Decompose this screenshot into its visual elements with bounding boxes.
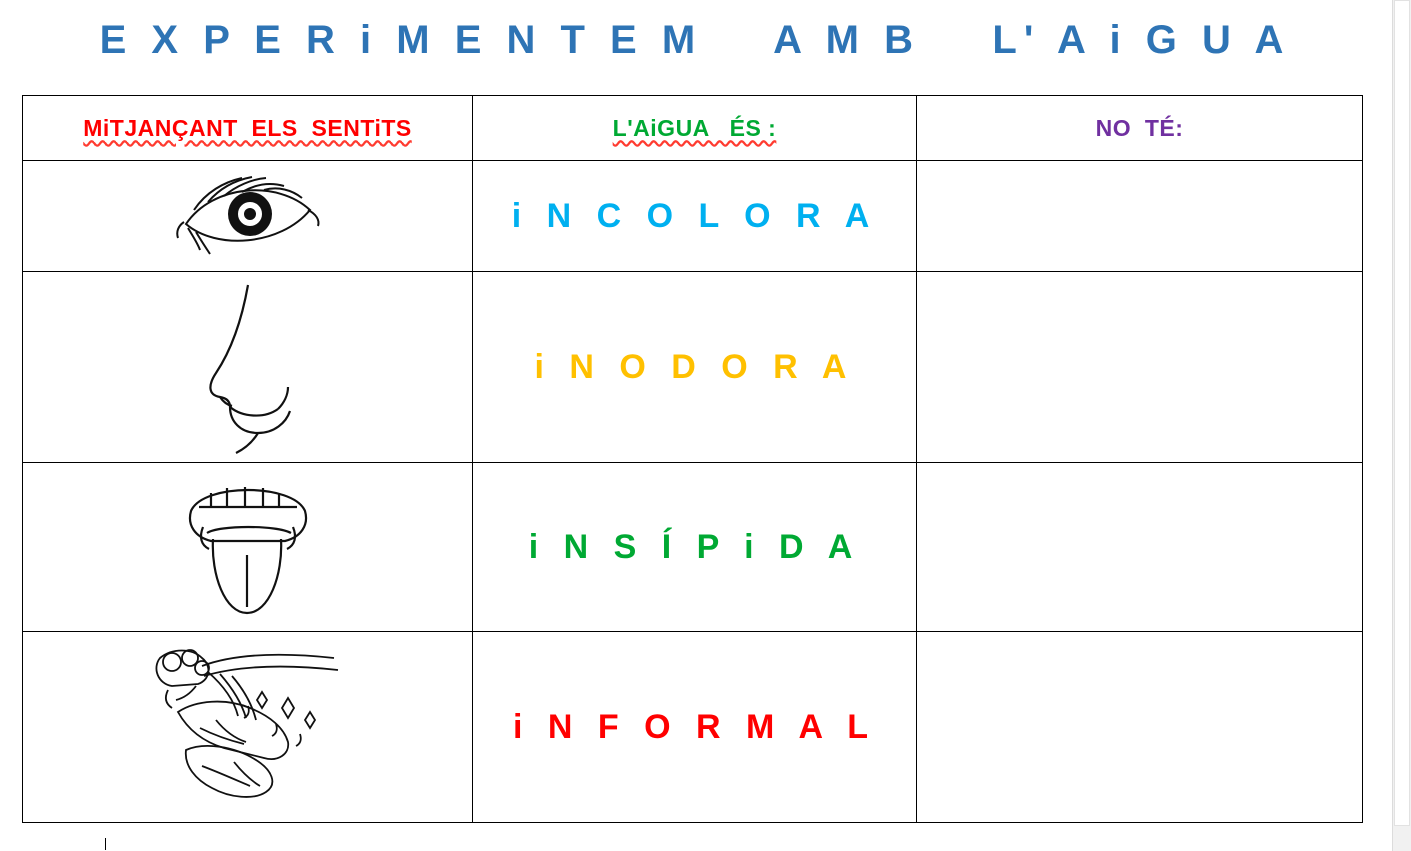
text-caret (105, 838, 106, 850)
property-label: i N S Í P i D A (528, 527, 861, 566)
nose-icon (178, 277, 318, 457)
cell-sense-mouth (23, 463, 473, 632)
eye-icon (168, 166, 328, 266)
cell-no-te-4[interactable] (917, 632, 1363, 823)
cell-property-insipida (473, 463, 917, 632)
washing-hands-icon (138, 642, 358, 812)
cell-sense-hands (23, 632, 473, 823)
header-cell-no-te (917, 96, 1363, 161)
table-header-row (23, 96, 1363, 161)
experiment-table (22, 95, 1363, 823)
header-cell-senses (23, 96, 473, 161)
table-row (23, 632, 1363, 823)
cell-no-te-3[interactable] (917, 463, 1363, 632)
header-label-no-te: NO TÉ: (1095, 114, 1184, 141)
property-label: i N F O R M A L (512, 707, 876, 746)
table-row (23, 272, 1363, 463)
scrollbar-track[interactable] (1392, 0, 1411, 851)
mouth-tongue-icon (173, 467, 323, 627)
scrollbar-thumb[interactable] (1394, 0, 1410, 826)
cell-property-incolora (473, 161, 917, 272)
cell-property-informal (473, 632, 917, 823)
cell-no-te-2[interactable] (917, 272, 1363, 463)
table-row (23, 161, 1363, 272)
property-label: i N C O L O R A (511, 196, 878, 235)
property-label: i N O D O R A (534, 347, 855, 386)
cell-property-inodora (473, 272, 917, 463)
cell-no-te-1[interactable] (917, 161, 1363, 272)
header-cell-water-is (473, 96, 917, 161)
cell-sense-eye (23, 161, 473, 272)
header-label-senses: MiTJANÇANT ELS SENTiTS (83, 114, 412, 141)
cell-sense-nose (23, 272, 473, 463)
header-label-water-is: L'AiGUA ÉS : (612, 114, 777, 141)
page-title: E X P E R i M E N T E M A M B L' A i G U A (99, 18, 1291, 62)
table-row (23, 463, 1363, 632)
